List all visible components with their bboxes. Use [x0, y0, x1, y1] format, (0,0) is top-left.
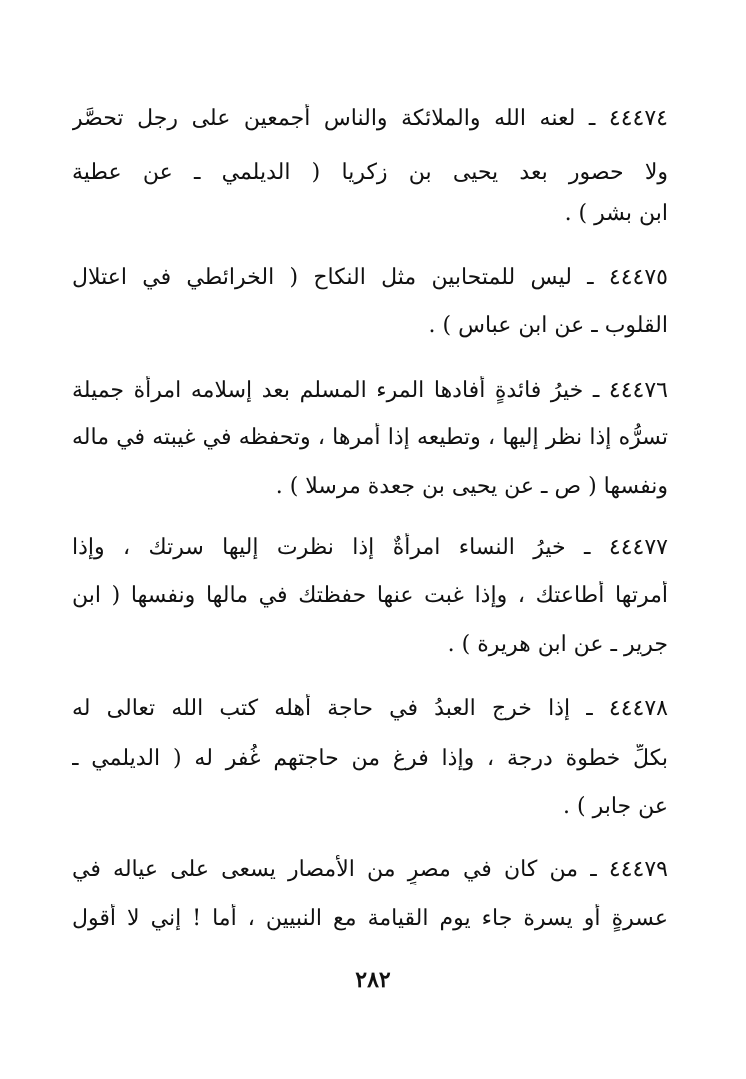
entry-44474-line-2: ولا حصور بعد يحيى بن زكريا ( الديلمي ـ عن عطية [72, 160, 668, 185]
entry-44479-line-1: ٤٤٤٧٩ ـ من كان في مصرٍ من الأمصار يسعى على عياله في [72, 857, 668, 882]
entry-44475-line-1: ٤٤٤٧٥ ـ ليس للمتحابين مثل النكاح ( الخرائطي في اعتلال [72, 265, 668, 290]
entry-44474-line-1: ٤٤٤٧٤ ـ لعنه الله والملائكة والناس أجمعين على رجل تحصَّر [72, 106, 668, 131]
entry-44478-line-3: عن جابر ) . [563, 794, 668, 819]
entry-44477-line-3: جرير ـ عن ابن هريرة ) . [447, 632, 668, 657]
entry-44476-line-3: ونفسها ( ص ـ عن يحيى بن جعدة مرسلا ) . [275, 474, 668, 499]
entry-44477-line-1: ٤٤٤٧٧ ـ خيرُ النساء امرأةٌ إذا نظرت إليها سرتك ، وإذا [72, 535, 668, 560]
entry-44475-line-2: القلوب ـ عن ابن عباس ) . [428, 313, 668, 338]
entry-44476-line-1: ٤٤٤٧٦ ـ خيرُ فائدةٍ أفادها المرء المسلم بعد إسلامه امرأة جميلة [72, 378, 668, 403]
entry-44476-line-2: تسرُّه إذا نظر إليها ، وتطيعه إذا أمرها ، وتحفظه في غيبته في ماله [72, 425, 668, 450]
entry-44474-line-3: ابن بشر ) . [564, 201, 668, 226]
entry-44478-line-2: بكلِّ خطوة درجة ، وإذا فرغ من حاجتهم غُفر له ( الديلمي ـ [72, 746, 668, 771]
entry-44478-line-1: ٤٤٤٧٨ ـ إذا خرج العبدُ في حاجة أهله كتب الله تعالى له [72, 696, 668, 721]
entry-44477-line-2: أمرتها أطاعتك ، وإذا غبت عنها حفظتك في مالها ونفسها ( ابن [72, 583, 668, 608]
page-number: ٢٨٢ [355, 967, 391, 993]
entry-44479-line-2: عسرةٍ أو يسرة جاء يوم القيامة مع النبيين ، أما ! إني لا أقول [72, 906, 668, 931]
